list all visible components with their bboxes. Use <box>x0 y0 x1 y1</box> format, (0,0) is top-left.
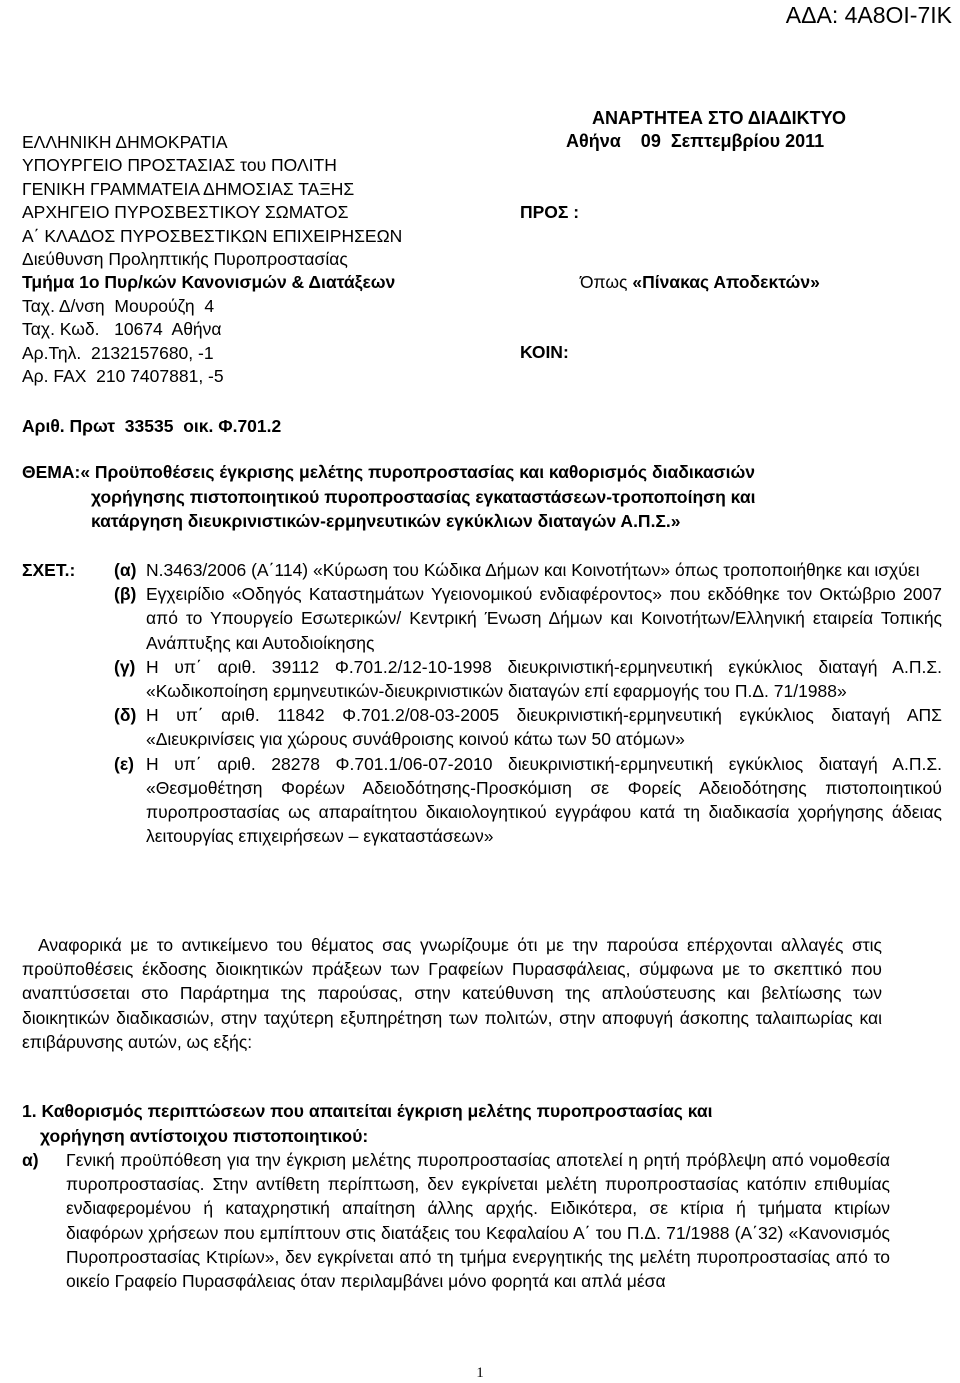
reference-text: Εγχειρίδιο «Οδηγός Καταστημάτων Υγειονομικού ενδιαφέροντος» που εκδόθηκε τον Οκτώβριο 2007 από το Υπουργείο Εσωτερικών/ Κεντρική Ένωση Δήμων και Κοινοτήτων/Ελληνική εταιρεία Τοπικής Ανάπτυξης και Αυτοδιοίκησης <box>146 584 942 653</box>
reference-text: Η υπ΄ αριθ. 11842 Φ.701.2/08-03-2005 διευκρινιστική-ερμηνευτική εγκύκλιος διαταγή ΑΠΣ «Διευκρινίσεις για χώρους συνάθροισης κοινού κάτω των 50 ατόμων» <box>146 705 942 750</box>
sender-line: Αρ. FAX 210 7407881, -5 <box>22 366 224 387</box>
sender-line: Διεύθυνση Προληπτικής Πυροπροστασίας <box>22 249 348 270</box>
recipient-prefix: Όπως <box>580 272 633 292</box>
reference-item <box>22 582 942 655</box>
reference-key: (δ) <box>114 705 137 726</box>
sender-line: Ταχ. Δ/νση Μουρούζη 4 <box>22 295 215 316</box>
recipient-value <box>580 272 820 293</box>
item-text: Γενική προϋπόθεση για την έγκριση μελέτης πυροπροστασίας αποτελεί η ρητή πρόβλεψη από νομοθεσία πυροπροστασίας. Στην αντίθετη περίπτωση, δεν εγκρίνεται μελέτη πυροπροστασίας κατόπιν επιθυμίας ενδιαφερομένου ή καταχρηστική απαίτηση άλλης αρχής. Ειδικότερα, σε κτίρια ή τμήματα κτιρίων διαφόρων χρήσεων που εμπίπτουν στις διατάξεις του Κεφαλαίου Α΄ του Π.Δ. 71/1988 (Α΄32) «Κανονισμός Πυροπροστασίας Κτιρίων», δεν εγκρίνεται από τη τμήμα ενεργητικής της μελέτη πυροπροστασίας από το οικείο Γραφείο Πυρασφάλειας όταν περιλαμβάνει μόνο φορητά και απλά μέσα <box>66 1150 890 1292</box>
reference-key: (β) <box>114 584 137 605</box>
sender-line: Α΄ ΚΛΑΔΟΣ ΠΥΡΟΣΒΕΣΤΙΚΩΝ ΕΠΙΧΕΙΡΗΣΕΩΝ <box>22 225 403 246</box>
subject-block <box>22 460 922 534</box>
sender-line: Αρ.Τηλ. 2132157680, -1 <box>22 342 214 363</box>
subject-line: κατάργηση διευκρινιστικών-ερμηνευτικών εγκύκλιων διαταγών Α.Π.Σ.» <box>91 511 681 531</box>
section-heading-line: χορήγηση αντίστοιχου πιστοποιητικού: <box>40 1125 369 1146</box>
sender-line: ΥΠΟΥΡΓΕΙΟ ΠΡΟΣΤΑΣΙΑΣ του ΠΟΛΙΤΗ <box>22 155 337 176</box>
reference-item <box>22 655 942 703</box>
subject-line: χορήγησης πιστοποιητικού πυροπροστασίας εγκαταστάσεων-τροποποίηση και <box>91 486 756 507</box>
page-number: 1 <box>476 1365 484 1381</box>
recipient-label: ΠΡΟΣ : <box>520 202 580 222</box>
references-block <box>22 558 942 848</box>
reference-item <box>22 703 942 751</box>
reference-item <box>22 558 942 582</box>
section-1-heading <box>22 1099 892 1148</box>
reference-text: Ν.3463/2006 (Α΄114) «Κύρωση του Κώδικα Δήμων και Κοινοτήτων» όπως τροποποιήθηκε και ισχύει <box>146 560 920 580</box>
document-date: Αθήνα 09 Σεπτεμβρίου 2011 <box>566 131 825 151</box>
reference-text: Η υπ΄ αριθ. 28278 Φ.701.1/06-07-2010 διευκρινιστική-ερμηνευτική εγκύκλιος διαταγή Α.Π.Σ. «Θεσμοθέτηση Φορέων Αδειοδότησης-Προσκόμιση σε Φορείς Αδειοδότησης πιστοποιητικού πυροπροστασίας ως απαραίτητου δικαιολογητικού εγγράφου κατά τη διαδικασία χορήγησης άδειας λειτουργίας επιχειρήσεων – εγκαταστάσεων» <box>146 753 942 847</box>
recipient-table-ref: «Πίνακας Αποδεκτών» <box>632 272 820 292</box>
sender-line: Ταχ. Κωδ. 10674 Αθήνα <box>22 319 222 340</box>
intro-paragraph: Αναφορικά με το αντικείμενο του θέματος σας γνωρίζουμε ότι με την παρούσα επέρχονται αλλαγές στις προϋποθέσεις έκδοσης διοικητικών πράξεων των Γραφείων Πυρασφάλειας, σύμφωνα με το σκεπτικό που αναπτύσσεται στο Παράρτημα της παρούσας, στην κατεύθυνση της απλούστευσης και βελτίωσης των διοικητικών διαδικασιών, στην ταχύτερη εξυπηρέτηση των πολιτών, στην αποφυγή άσκοπης ταλαιπωρίας και επιβάρυνσης αυτών, ως εξής: <box>22 935 882 1052</box>
section-1-item-a <box>22 1148 890 1293</box>
reference-key: (ε) <box>114 753 134 774</box>
subject-line: ΘΕΜΑ:« Προϋποθέσεις έγκρισης μελέτης πυροπροστασίας και καθορισμός διαδικασιών <box>22 462 756 482</box>
protocol-number: Αριθ. Πρωτ 33535 οικ. Φ.701.2 <box>22 416 282 436</box>
sender-line: Τμήμα 1ο Πυρ/κών Κανονισμών & Διατάξεων <box>22 272 396 293</box>
item-key: α) <box>22 1150 39 1170</box>
reference-key: (γ) <box>114 656 136 677</box>
cc-label: ΚΟΙΝ: <box>520 342 569 362</box>
sender-block <box>22 131 402 388</box>
references-label: ΣΧΕΤ.: <box>22 560 76 580</box>
sender-line: ΑΡΧΗΓΕΙΟ ΠΥΡΟΣΒΕΣΤΙΚΟΥ ΣΩΜΑΤΟΣ <box>22 202 349 223</box>
posted-online-note: ΑΝΑΡΤΗΤΕΑ ΣΤΟ ΔΙΑΔΙΚΤΥΟ <box>592 108 846 128</box>
sender-line: ΕΛΛΗΝΙΚΗ ΔΗΜΟΚΡΑΤΙΑ <box>22 132 228 152</box>
ada-code: ΑΔΑ: 4Α8ΟΙ-7ΙΚ <box>785 2 952 28</box>
reference-item <box>22 752 942 849</box>
sender-line: ΓΕΝΙΚΗ ΓΡΑΜΜΑΤΕΙΑ ΔΗΜΟΣΙΑΣ ΤΑΞΗΣ <box>22 178 355 199</box>
reference-key: (α) <box>114 560 137 580</box>
reference-text: Η υπ΄ αριθ. 39112 Φ.701.2/12-10-1998 διευκρινιστική-ερμηνευτική εγκύκλιος διαταγή Α.Π.Σ. «Κωδικοποίηση ερμηνευτικών-διευκρινιστικών διαταγών επί εφαρμογής του Π.Δ. 71/1988» <box>146 656 942 702</box>
section-heading-line: 1. Καθορισμός περιπτώσεων που απαιτείται έγκριση μελέτης πυροπροστασίας και <box>22 1101 713 1121</box>
